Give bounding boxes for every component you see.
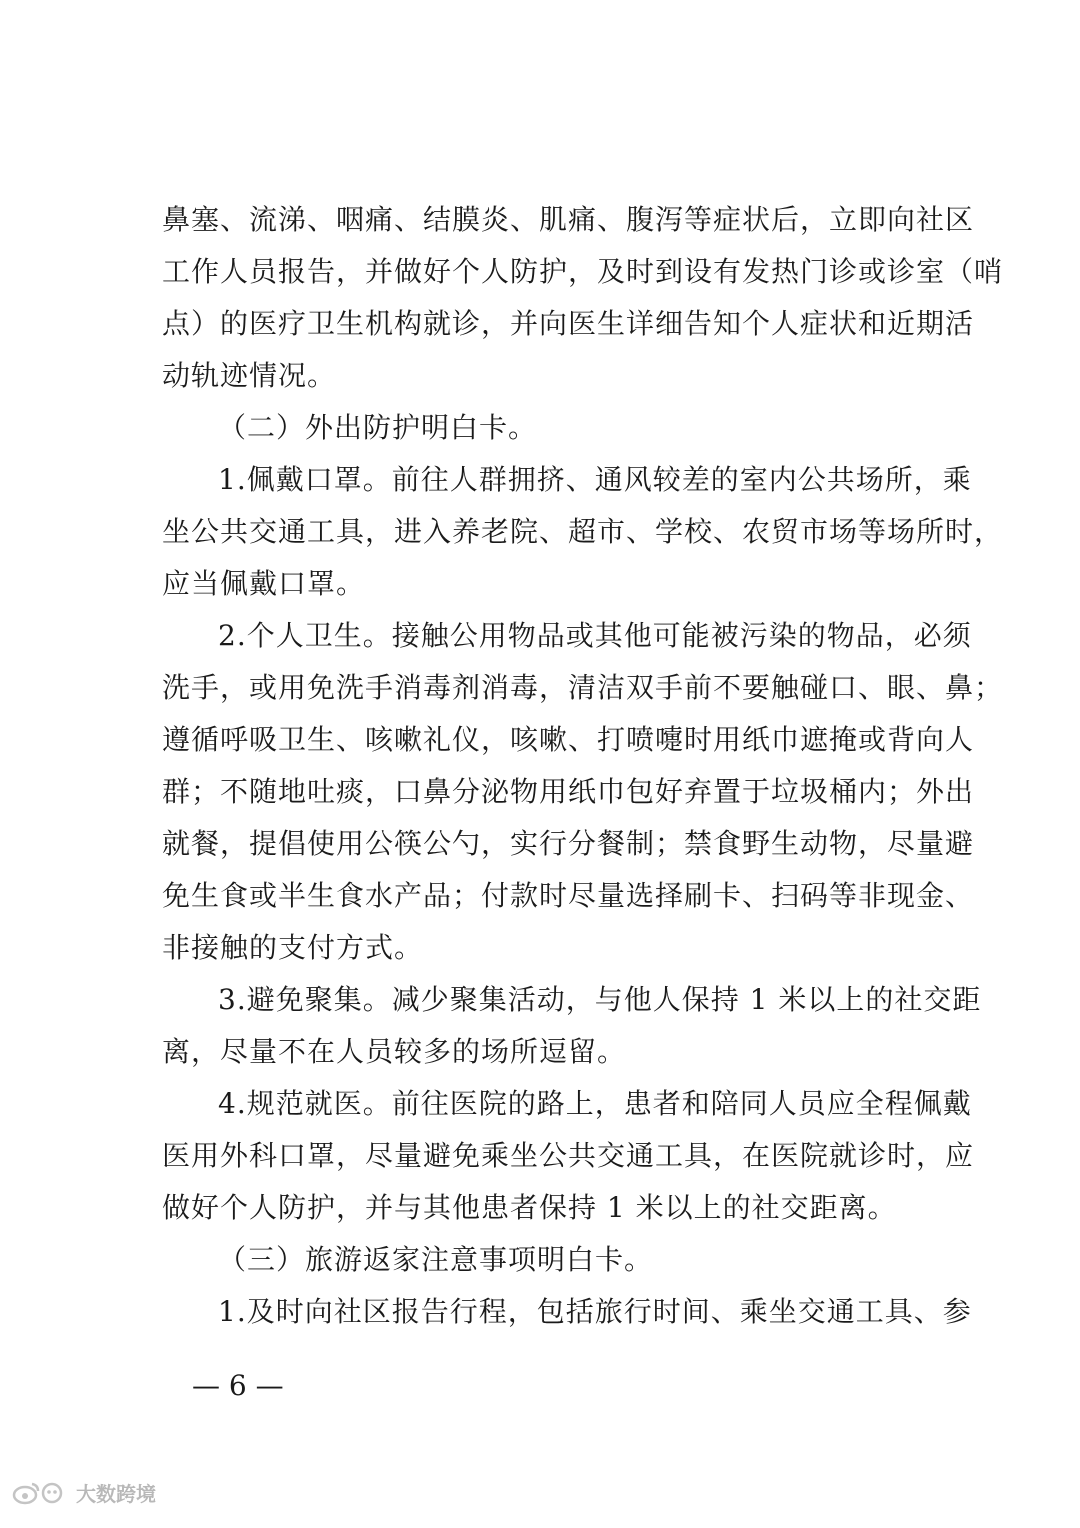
- paragraph-first-line: 2.个人卫生。接触公用物品或其他可能被污染的物品，必须: [218, 619, 972, 652]
- body-line: 坐公共交通工具，进入养老院、超市、学校、农贸市场等场所时，: [162, 515, 1004, 548]
- paragraph-first-line: 1.及时向社区报告行程，包括旅行时间、乘坐交通工具、参: [218, 1295, 972, 1328]
- page-number: — 6 —: [192, 1369, 284, 1402]
- body-line: 离，尽量不在人员较多的场所逗留。: [162, 1035, 627, 1068]
- watermark: [12, 1478, 156, 1507]
- body-line: 非接触的支付方式。: [162, 931, 424, 964]
- weibo-logo-icon: [12, 1479, 70, 1507]
- paragraph-first-line: 4.规范就医。前往医院的路上，患者和陪同人员应全程佩戴: [218, 1087, 972, 1120]
- body-line: 点）的医疗卫生机构就诊，并向医生详细告知个人症状和近期活: [162, 307, 975, 340]
- body-line: 群；不随地吐痰，口鼻分泌物用纸巾包好弃置于垃圾桶内；外出: [162, 775, 975, 808]
- body-line: 遵循呼吸卫生、咳嗽礼仪，咳嗽、打喷嚏时用纸巾遮掩或背向人: [162, 723, 975, 756]
- body-line: 就餐，提倡使用公筷公勺，实行分餐制；禁食野生动物，尽量避: [162, 827, 975, 860]
- watermark-text: 大数跨境: [76, 1482, 156, 1506]
- body-line: 免生食或半生食水产品；付款时尽量选择刷卡、扫码等非现金、: [162, 879, 975, 912]
- section-heading: （二）外出防护明白卡。: [218, 411, 538, 444]
- body-line: 动轨迹情况。: [162, 359, 337, 392]
- body-line: 做好个人防护，并与其他患者保持 1 米以上的社交距离。: [162, 1191, 897, 1224]
- body-line: 医用外科口罩，尽量避免乘坐公共交通工具，在医院就诊时，应: [162, 1139, 975, 1172]
- paragraph-first-line: 3.避免聚集。减少聚集活动，与他人保持 1 米以上的社交距: [218, 983, 982, 1016]
- paragraph-first-line: 1.佩戴口罩。前往人群拥挤、通风较差的室内公共场所，乘: [218, 463, 972, 496]
- body-line: 应当佩戴口罩。: [162, 567, 366, 600]
- section-heading: （三）旅游返家注意事项明白卡。: [218, 1243, 654, 1276]
- body-line: 鼻塞、流涕、咽痛、结膜炎、肌痛、腹泻等症状后，立即向社区: [162, 203, 975, 236]
- body-line: 工作人员报告，并做好个人防护，及时到设有发热门诊或诊室（哨: [162, 255, 1004, 288]
- body-line: 洗手，或用免洗手消毒剂消毒，清洁双手前不要触碰口、眼、鼻；: [162, 671, 1004, 704]
